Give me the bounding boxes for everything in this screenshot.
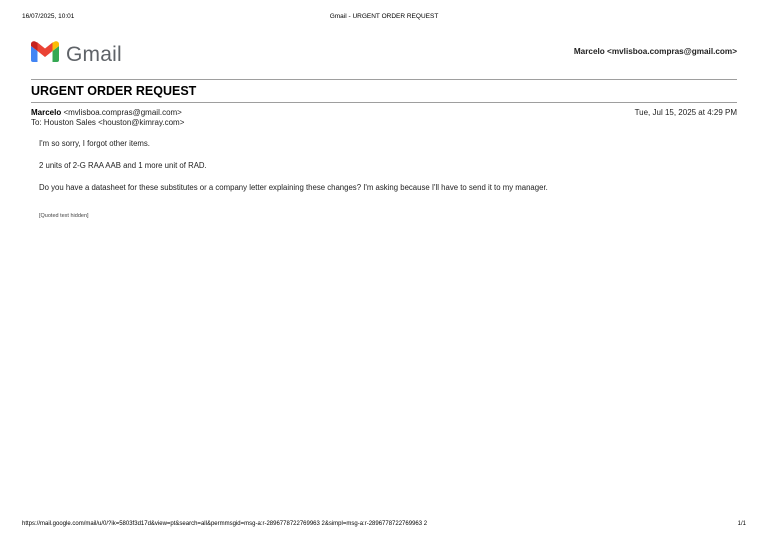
body-paragraph: Do you have a datasheet for these substitutes or a company letter explaining these changes? I'm asking because I'll have to send it to my manager. bbox=[39, 183, 548, 192]
gmail-m-icon bbox=[31, 41, 59, 67]
print-datetime: 16/07/2025, 10:01 bbox=[22, 13, 75, 20]
print-url: https://mail.google.com/mail/u/0/?ik=5803f3d17d&view=pt&search=all&permmsgid=msg-a:r-2896778722769963 2&simpl=msg-a:r-2896778722769963 2 bbox=[22, 521, 428, 527]
body-paragraph: 2 units of 2-G RAA AAB and 1 more unit of RAD. bbox=[39, 161, 207, 170]
account-email: Marcelo <mvlisboa.compras@gmail.com> bbox=[573, 47, 737, 56]
sender-name: Marcelo bbox=[31, 108, 62, 117]
sender-email: <mvlisboa.compras@gmail.com> bbox=[63, 108, 182, 117]
quoted-text-toggle[interactable]: [Quoted text hidden] bbox=[39, 213, 89, 219]
page-number: 1/1 bbox=[737, 521, 746, 527]
message-header bbox=[31, 108, 737, 128]
message-body bbox=[39, 139, 728, 205]
gmail-wordmark: Gmail bbox=[66, 42, 122, 66]
body-paragraph: I'm so sorry, I forgot other items. bbox=[39, 139, 150, 148]
message-date: Tue, Jul 15, 2025 at 4:29 PM bbox=[634, 108, 737, 117]
print-footer bbox=[22, 521, 746, 527]
sender-line bbox=[31, 108, 737, 118]
print-page-title: Gmail - URGENT ORDER REQUEST bbox=[329, 13, 439, 20]
gmail-header bbox=[31, 40, 737, 70]
header-divider bbox=[31, 79, 737, 80]
recipient-line: To: Houston Sales <houston@kimray.com> bbox=[31, 118, 185, 127]
gmail-logo[interactable] bbox=[31, 41, 122, 67]
subject-divider bbox=[31, 102, 737, 103]
email-subject: URGENT ORDER REQUEST bbox=[31, 84, 197, 98]
